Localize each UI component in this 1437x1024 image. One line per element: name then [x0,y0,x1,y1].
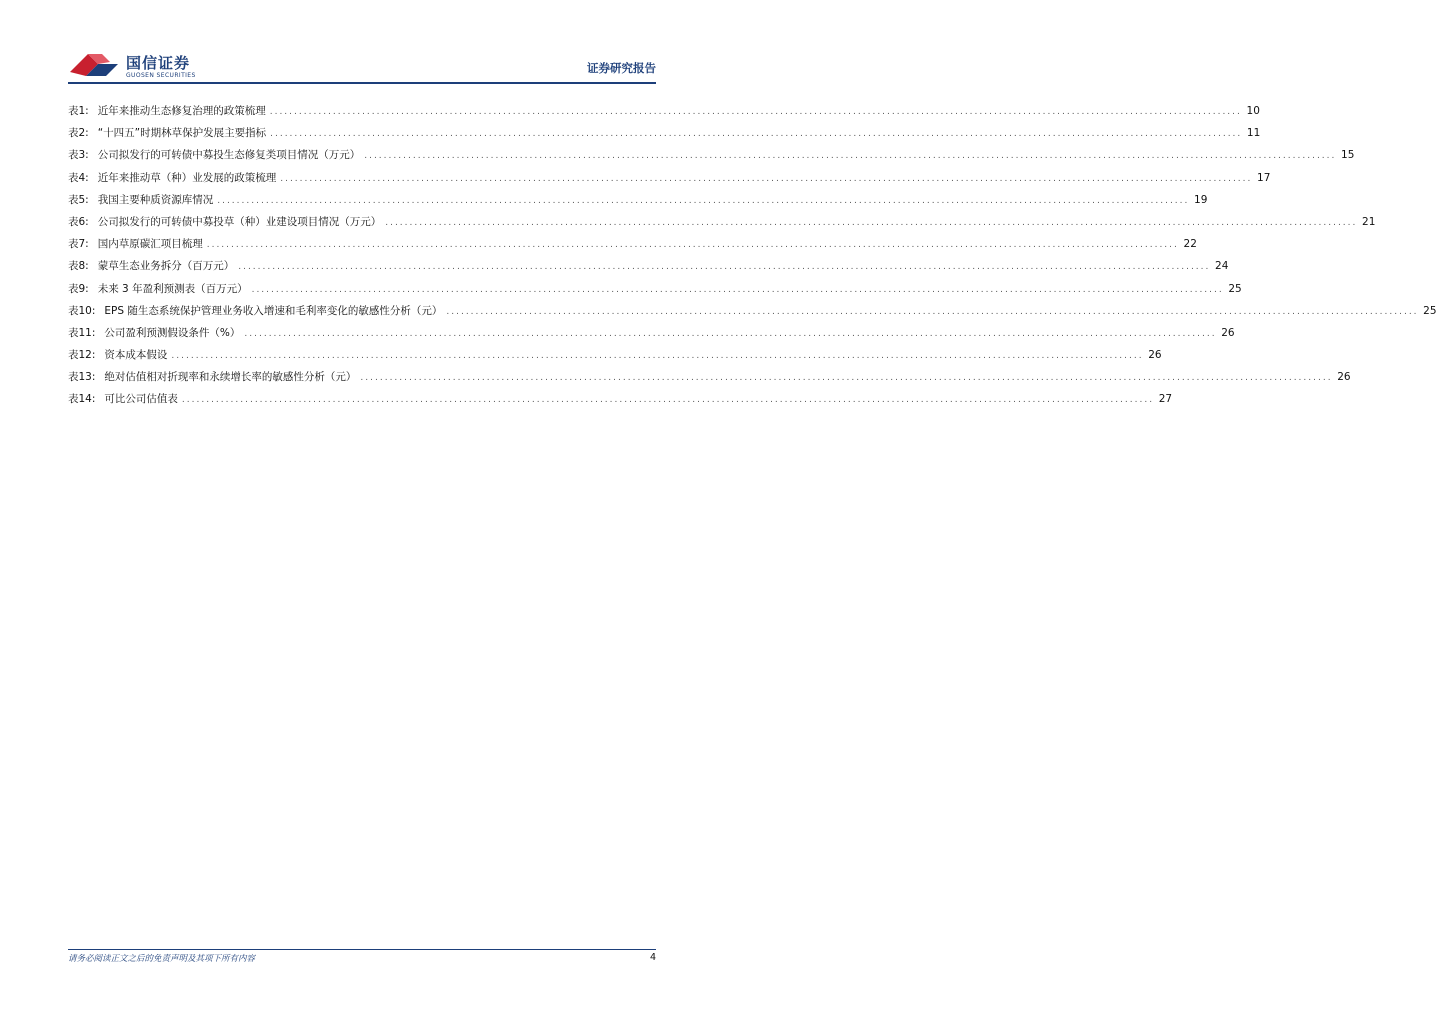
toc-entry-page: 22 [1183,238,1197,251]
toc-entry-page: 25 [1228,282,1242,295]
toc-entry-label: 表6: [68,215,89,228]
toc-entry-label: 表14: [68,393,96,406]
toc-entry[interactable] [68,236,1197,258]
toc-entry-title: 国内草原碳汇项目梳理 [97,238,203,251]
toc-entry[interactable] [68,170,1271,192]
toc-entry-title: EPS 随生态系统保护管理业务收入增速和毛利率变化的敏感性分析（元） [104,304,443,317]
toc-leader-dots: ........................................................................................................................................................................................................ [251,284,1224,295]
toc-entry-page: 15 [1341,149,1355,162]
toc-leader-dots: ........................................................................................................................................................................................................ [181,395,1155,406]
toc-leader-dots: ........................................................................................................................................................................................................ [446,306,1419,317]
footer-disclaimer: 请务必阅读正文之后的免责声明及其项下所有内容 [68,954,256,964]
toc-entry-page: 25 [1423,304,1437,317]
toc-entry-page: 26 [1337,371,1351,384]
logo-mark-icon [68,50,120,80]
toc-entry-title: 绝对估值相对折现率和永续增长率的敏感性分析（元） [104,371,357,384]
logo-english-name: GUOSEN SECURITIES [126,72,196,79]
toc-leader-dots: ........................................................................................................................................................................................................ [360,373,1333,384]
toc-entry[interactable] [68,125,1261,147]
toc-entry-title: 我国主要种质资源库情况 [97,193,214,206]
header-divider [68,82,656,84]
toc-entry-title: 可比公司估值表 [104,393,178,406]
toc-entry-title: “十四五”时期林草保护发展主要指标 [97,127,267,140]
toc-entry-label: 表8: [68,260,89,273]
toc-entry-page: 17 [1257,171,1271,184]
toc-leader-dots: ........................................................................................................................................................................................................ [385,217,1358,228]
toc-entry[interactable] [68,281,1242,303]
toc-entry[interactable] [68,369,1351,391]
toc-entry-label: 表2: [68,127,89,140]
logo-chinese-name: 国信证券 [126,54,191,72]
toc-entry-page: 26 [1221,326,1235,339]
toc-entry-label: 表13: [68,371,96,384]
toc-entry-label: 表11: [68,326,96,339]
toc-entry-title: 资本成本假设 [104,349,168,362]
toc-entry-label: 表3: [68,149,89,162]
page-header [68,46,656,86]
toc-entry-label: 表7: [68,238,89,251]
toc-entry[interactable] [68,325,1235,347]
table-of-tables [68,103,1437,414]
toc-entry-title: 公司拟发行的可转债中募投生态修复类项目情况（万元） [97,149,361,162]
toc-entry-page: 10 [1246,105,1260,117]
toc-entry[interactable] [68,103,1260,125]
toc-entry-label: 表1: [68,105,89,117]
toc-leader-dots: ........................................................................................................................................................................................................ [206,240,1179,251]
toc-entry-page: 26 [1148,349,1162,362]
toc-leader-dots: ........................................................................................................................................................................................................ [171,351,1144,362]
toc-entry-page: 27 [1158,393,1173,406]
toc-leader-dots: ........................................................................................................................................................................................................ [238,262,1211,273]
report-type-label: 证券研究报告 [587,61,656,75]
toc-entry-label: 表4: [68,171,89,184]
footer-divider [68,949,656,950]
toc-entry[interactable] [68,391,1173,413]
toc-entry-title: 近年来推动草（种）业发展的政策梳理 [97,171,277,184]
page-number: 4 [649,952,656,963]
toc-entry[interactable] [68,214,1376,236]
toc-entry-page: 11 [1246,127,1261,140]
toc-leader-dots: ........................................................................................................................................................................................................ [280,173,1253,184]
toc-entry-title: 蒙草生态业务拆分（百万元） [97,260,235,273]
toc-entry[interactable] [68,347,1162,369]
guosen-logo [68,46,208,86]
toc-entry-page: 19 [1194,193,1208,206]
toc-leader-dots: ........................................................................................................................................................................................................ [217,195,1190,206]
toc-entry-page: 24 [1215,260,1229,273]
toc-leader-dots: ........................................................................................................................................................................................................ [364,151,1337,162]
toc-entry[interactable] [68,258,1229,280]
toc-entry[interactable] [68,147,1355,169]
toc-leader-dots: ........................................................................................................................................................................................................ [270,129,1243,140]
toc-entry-label: 表12: [68,349,96,362]
toc-entry-label: 表5: [68,193,89,206]
toc-entry[interactable] [68,192,1208,214]
toc-entry-label: 表10: [68,304,96,317]
toc-entry-title: 未来 3 年盈利预测表（百万元） [97,282,248,295]
toc-leader-dots: ........................................................................................................................................................................................................ [269,107,1242,117]
toc-entry[interactable] [68,303,1437,325]
toc-entry-label: 表9: [68,282,89,295]
toc-leader-dots: ........................................................................................................................................................................................................ [244,328,1217,339]
toc-entry-title: 公司盈利预测假设条件（%） [104,326,241,339]
toc-entry-title: 近年来推动生态修复治理的政策梳理 [97,105,266,117]
toc-entry-page: 21 [1362,215,1376,228]
toc-entry-title: 公司拟发行的可转债中募投草（种）业建设项目情况（万元） [97,215,382,228]
